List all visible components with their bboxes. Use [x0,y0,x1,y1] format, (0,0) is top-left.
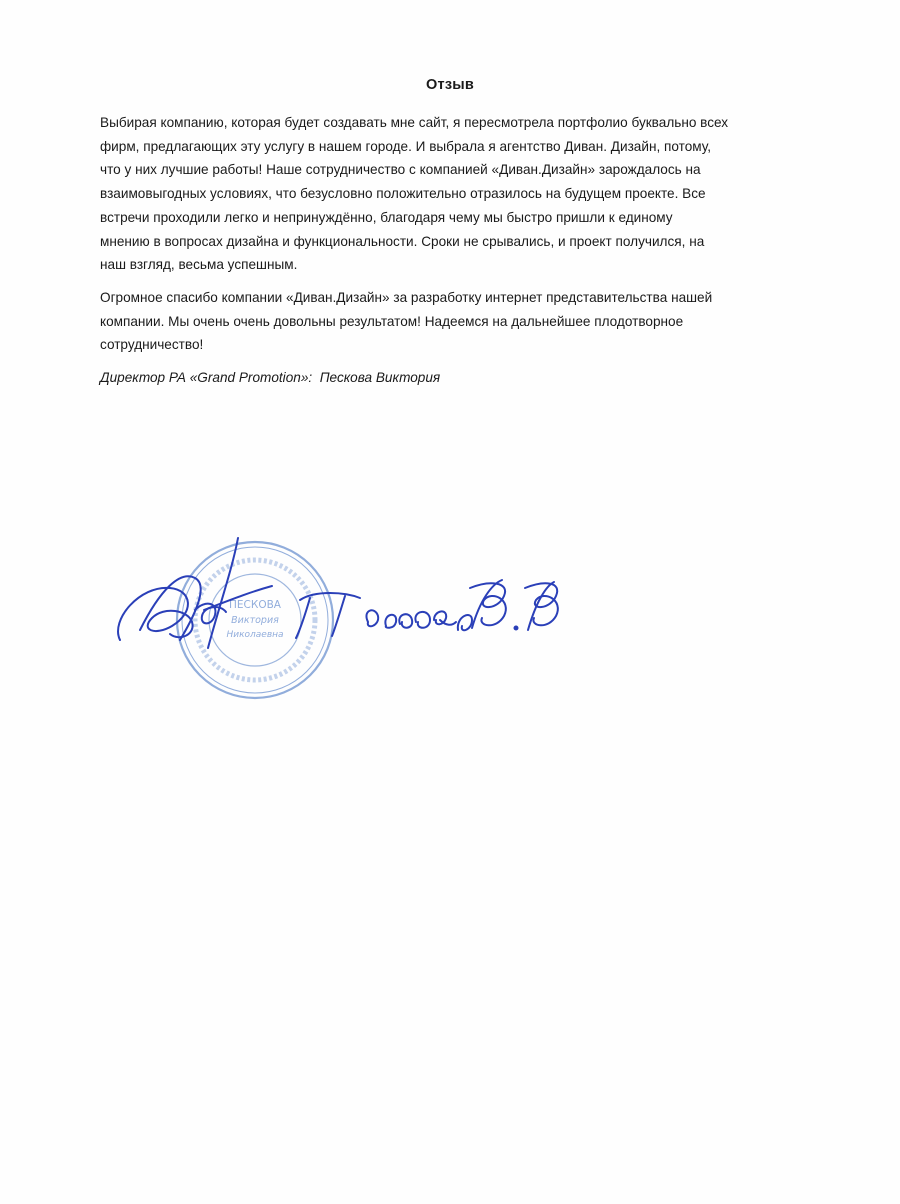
signoff-line: Директор РА «Grand Promotion»: Пескова Виктория [100,370,441,385]
paragraph-line: компании. Мы очень очень довольны результатом! Надеемся на дальнейшее плодотворное [100,313,684,329]
review-paragraph-2 [100,286,780,357]
document-title: Отзыв [426,77,474,93]
paragraph-line: встречи проходили легко и непринуждённо, благодаря чему мы быстро пришли к единому [100,209,673,225]
paragraph-line: фирм, предлагающих эту услугу в нашем городе. И выбрала я агентство Диван. Дизайн, потому, [100,138,711,154]
paragraph-line: что у них лучшие работы! Наше сотрудничество с компанией «Диван.Дизайн» зарождалось на [100,162,701,178]
stamp-line: Виктория [231,615,279,626]
paragraph-line: наш взгляд, весьма успешным. [100,257,298,273]
paragraph-line: взаимовыгодных условиях, что безусловно положительно отразилось на будущем проекте. Все [100,186,706,202]
signature-block [100,530,600,710]
paragraph-line: сотрудничество! [100,337,204,353]
paragraph-line: Выбирая компанию, которая будет создавать мне сайт, я пересмотрела портфолио буквально всех [100,115,729,130]
paragraph-line: мнению в вопросах дизайна и функциональности. Сроки не срывались, и проект получился, на [100,233,705,249]
handwritten-signature [118,538,558,648]
signature-and-stamp [100,530,600,710]
stamp-line: ПЕСКОВА [229,599,281,611]
company-stamp [177,542,333,698]
stamp-line: Николаевна [226,630,284,640]
review-paragraph-1 [100,111,780,277]
paragraph-line: Огромное спасибо компании «Диван.Дизайн» за разработку интернет представительства нашей [100,290,713,305]
